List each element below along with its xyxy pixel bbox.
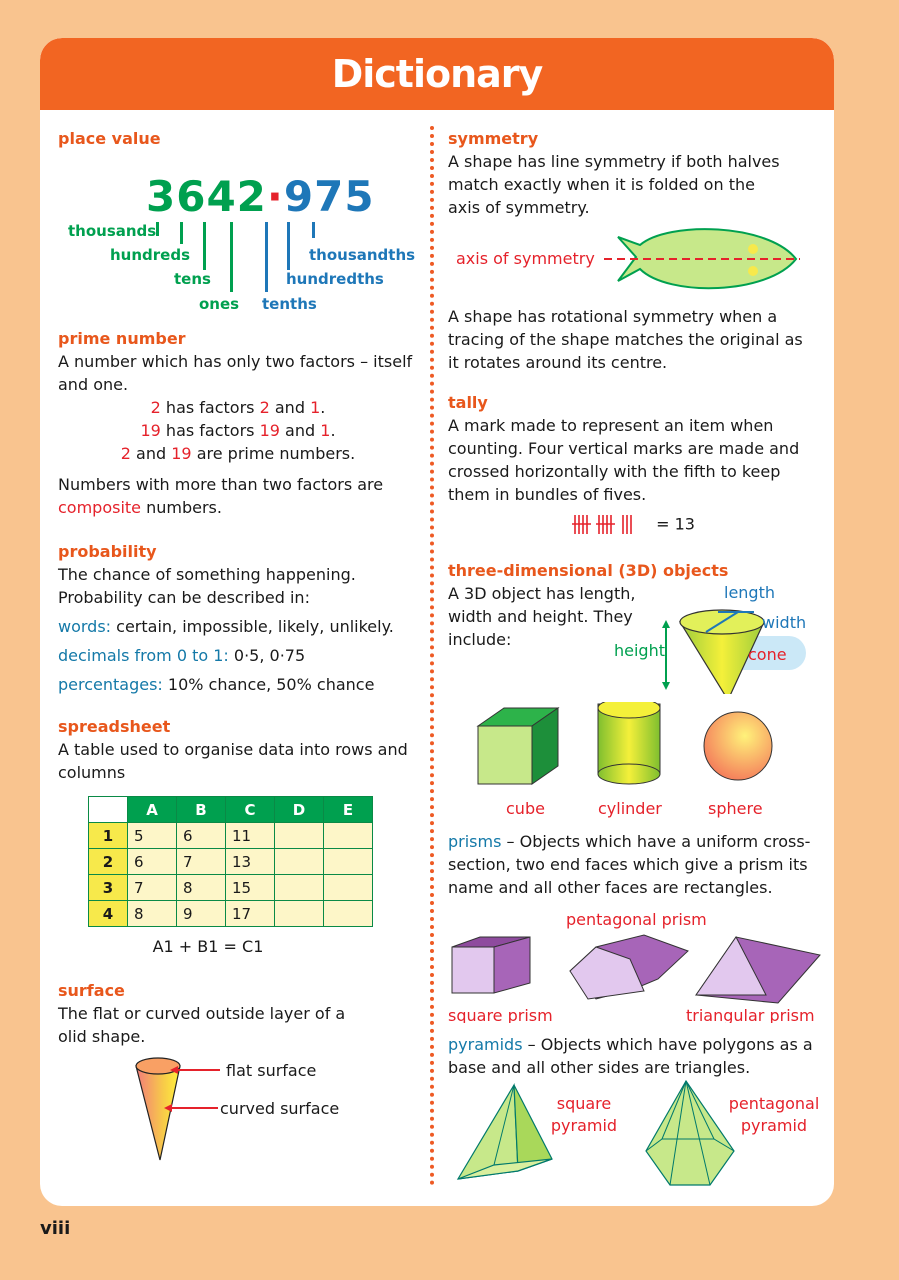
table-row: 1 5 6 11 [89, 823, 373, 849]
triangular-prism-label: triangular prism [686, 1006, 815, 1023]
column-divider [430, 126, 434, 1186]
label-hundreds: hundreds [110, 246, 191, 264]
spreadsheet-definition: A table used to organise data into rows and columns [58, 740, 408, 782]
axis-of-symmetry-label: axis of symmetry [456, 249, 595, 268]
prime-definition: A number which has only two factors – itself and one. [58, 352, 413, 394]
entry-place-value [58, 128, 418, 313]
entry-prime-number [58, 328, 418, 519]
entry-symmetry [448, 128, 818, 374]
place-value-diagram [58, 150, 418, 313]
cylinder-label: cylinder [598, 799, 662, 818]
label-tenths: tenths [262, 295, 317, 313]
surface-definition: The flat or curved outside layer of a olid shape. [58, 1004, 346, 1046]
prime-example-2: 19 has factors 19 and 1. [140, 421, 336, 440]
sphere-label: sphere [708, 799, 763, 818]
entry-heading: surface [58, 981, 125, 1000]
table-row: 4 8 9 17 [89, 901, 373, 927]
spreadsheet-table: A B C D E 1 5 6 11 2 6 7 13 3 7 8 15 4 8 9 17 [88, 796, 373, 927]
label-thousands: thousands [68, 222, 157, 240]
header-banner [40, 38, 834, 110]
square-pyramid-label-2: pyramid [550, 1116, 618, 1135]
pentagonal-prism-label: pentagonal prism [566, 910, 707, 929]
surface-cone-diagram [58, 1048, 378, 1180]
pyramids-diagram [448, 1079, 824, 1199]
entry-3d-objects [448, 560, 818, 1203]
square-pyramid-label-1: square [556, 1094, 612, 1113]
entry-heading: three-dimensional (3D) objects [448, 561, 729, 580]
cone-dimension-diagram [614, 574, 814, 694]
entry-heading: prime number [58, 329, 186, 348]
width-label: width [762, 613, 807, 632]
page-number: viii [40, 1218, 71, 1239]
prime-example-3: 2 and 19 are prime numbers. [120, 444, 356, 463]
flat-surface-label: flat surface [226, 1061, 317, 1080]
page-card [40, 38, 834, 1206]
spreadsheet-formula: A1 + B1 = C1 [152, 937, 264, 956]
height-label: height [614, 641, 665, 660]
curved-surface-label: curved surface [220, 1099, 340, 1118]
solids-diagram [448, 702, 818, 822]
entry-heading: spreadsheet [58, 717, 171, 736]
prisms-diagram [448, 899, 824, 1023]
tally-example [448, 512, 818, 538]
entry-tally [448, 392, 818, 538]
pentagonal-pyramid-label-2: pyramid [740, 1116, 808, 1135]
place-value-number: 3642·975 [146, 172, 375, 221]
label-ones: ones [199, 295, 240, 313]
length-label: length [724, 583, 775, 602]
tally-marks [571, 512, 651, 538]
probability-decimals: decimals from 0 to 1: 0·5, 0·75 [58, 646, 306, 665]
left-column [58, 128, 418, 1184]
label-thousandths: thousandths [309, 246, 416, 264]
probability-definition: The chance of something happening. Probability can be described in: [58, 565, 356, 607]
square-prism-label: square prism [448, 1006, 553, 1023]
prime-note: Numbers with more than two factors are composite numbers. [58, 475, 384, 517]
tally-definition: A mark made to represent an item when counting. Four vertical marks are made and crossed horizontally with the fifth to keep them in bundles of fives. [448, 416, 800, 504]
page-title: Dictionary [331, 52, 543, 96]
entry-spreadsheet [58, 716, 418, 958]
label-tens: tens [174, 270, 211, 288]
entry-heading: symmetry [448, 129, 539, 148]
fish-symmetry-diagram [448, 219, 818, 293]
cube-label: cube [506, 799, 545, 818]
prisms-definition: prisms – Objects which have a uniform cross-section, two end faces which give a prism its name and all other faces are rectangles. [448, 832, 811, 897]
prime-example-1: 2 has factors 2 and 1. [150, 398, 326, 417]
entry-heading: place value [58, 129, 161, 148]
entry-heading: probability [58, 542, 157, 561]
table-row: 3 7 8 15 [89, 875, 373, 901]
probability-percentages: percentages: 10% chance, 50% chance [58, 675, 375, 694]
probability-words: words: certain, impossible, likely, unlikely. [58, 617, 394, 636]
pentagonal-pyramid-label-1: pentagonal [728, 1094, 820, 1113]
entry-probability [58, 541, 418, 696]
entry-surface [58, 980, 418, 1184]
tally-result: = 13 [656, 514, 695, 534]
label-hundredths: hundredths [286, 270, 384, 288]
entry-heading: tally [448, 393, 488, 412]
3d-definition: A 3D object has length, width and height. They include: [448, 584, 636, 649]
symmetry-definition-2: A shape has rotational symmetry when a tracing of the shape matches the original as it rotates around its centre. [448, 307, 803, 372]
pyramids-definition: pyramids – Objects which have polygons as a base and all other sides are triangles. [448, 1035, 813, 1077]
right-column [448, 128, 818, 1203]
cone-label: cone [748, 645, 787, 664]
table-row: 2 6 7 13 [89, 849, 373, 875]
symmetry-definition-1: A shape has line symmetry if both halves match exactly when it is folded on the axis of symmetry. [448, 152, 780, 217]
